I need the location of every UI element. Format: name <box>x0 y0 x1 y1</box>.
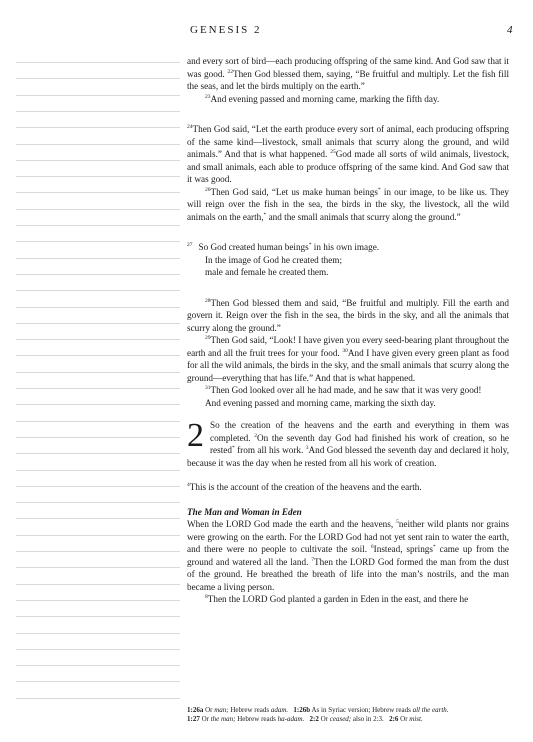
footnote-ref: 1:26b <box>293 706 311 714</box>
book-title: GENESIS 2 <box>190 24 262 36</box>
ruled-line <box>16 649 180 650</box>
footnote-marker: * <box>308 241 312 248</box>
ruled-line <box>16 290 180 291</box>
ruled-line <box>16 144 180 145</box>
verse-number: 26 <box>205 186 211 193</box>
verse-number: 5 <box>396 518 399 525</box>
page-header <box>0 0 533 40</box>
verse-number: 2 <box>254 432 257 439</box>
footnote-marker: * <box>432 543 436 550</box>
paragraph: So the creation of the heavens and the earth and everything in them was completed. $^2$On the seventh day God had finished his work of creation, so he rested* from all his work. $^3$And God blessed the seventh day and declared it holy, because it was the day when he rested from all his work of creation. <box>187 420 509 468</box>
ruled-line <box>16 437 180 438</box>
verse-number: 7 <box>311 556 315 563</box>
ruled-line <box>16 698 180 699</box>
footnotes <box>187 706 509 724</box>
section-heading: The Man and Woman in Eden <box>187 506 302 517</box>
paragraph: and every sort of bird—each producing offspring of the same kind. And God saw that it was good. $^{22}$Then God blessed them, saying, “Be fruitful and multiply. Let the fish fill the seas, and let the birds multiply on the earth.” <box>187 56 510 91</box>
verse-number: 29 <box>205 334 211 341</box>
poetry-line: $^{27}$ So God created human beings* in his own image. <box>187 241 380 252</box>
ruled-line <box>16 681 180 682</box>
verse-number: 4 <box>187 481 190 488</box>
ruled-line <box>16 192 180 193</box>
verse-number: 6 <box>370 543 374 550</box>
ruled-line <box>16 323 180 324</box>
footnote-marker: * <box>377 186 381 193</box>
paragraph: And evening passed and morning came, marking the sixth day. <box>205 397 436 408</box>
ruled-line <box>16 470 180 471</box>
paragraph: $^{28}$Then God blessed them and said, “Be fruitful and multiply. Fill the earth and govern it. Reign over the fish in the sea, the birds in the sky, and all the animals that scurry along the ground.” <box>187 297 509 333</box>
ruled-line <box>16 160 180 161</box>
ruled-line <box>16 355 180 356</box>
verse-number: 27 <box>187 241 193 248</box>
chapter-number: 2 <box>187 417 204 454</box>
chapter-block <box>187 419 509 469</box>
ruled-line <box>16 307 180 308</box>
ruled-line <box>16 339 180 340</box>
paragraph: $^{24}$Then God said, “Let the earth produce every sort of animal, each producing offspring of the same kind—livestock, small animals that scurry along the ground, and wild animals.” And that is what happened. $^{25}$God made all sorts of wild animals, livestock, and small animals, each able to produce offspring of the same kind. And God saw that it was good. <box>187 123 509 184</box>
poetry-line: In the image of God he created them; <box>205 254 342 265</box>
verse-number: 28 <box>205 297 211 304</box>
paragraph: $^8$Then the LORD God planted a garden in Eden in the east, and there he <box>205 593 469 604</box>
footnote-line: 1:27 Or the man; Hebrew reads ha-adam. 2:2 Or ceased; also in 2:3. 2:6 Or mist. <box>187 715 423 723</box>
verse-number: 8 <box>205 593 208 600</box>
ruled-line <box>16 633 180 634</box>
verse-number: 30 <box>342 347 348 354</box>
ruled-line <box>16 62 180 63</box>
footnote-line: 1:26a Or man; Hebrew reads adam. 1:26b As in Syriac version; Hebrew reads all the earth. <box>187 706 449 714</box>
paragraph: $^{26}$Then God said, “Let us make human beings* in our image, to be like us. They will reign over the fish in the sea, the birds in the sky, the livestock, all the wild animals on the earth,* and the small animals that scurry along the ground.” <box>187 186 509 222</box>
paragraph: $^4$This is the account of the creation of the heavens and the earth. <box>187 481 422 492</box>
ruled-line <box>16 600 180 601</box>
ruled-line <box>16 111 180 112</box>
paragraph: When the LORD God made the earth and the heavens, $^5$neither wild plants nor grains were growing on the earth. For the LORD God had not yet sent rain to water the earth, and there were no people to cultivate the soil. $^6$Instead, springs* came up from the ground and watered all the land. $^7$Then the LORD God formed the man from the dust of the ground. He breathed the breath of life into the man’s nostrils, and the man became a living person. <box>187 518 510 592</box>
ruled-line <box>16 274 180 275</box>
ruled-line <box>16 78 180 79</box>
ruled-line <box>16 388 180 389</box>
ruled-line <box>16 518 180 519</box>
verse-number: 23 <box>205 93 211 100</box>
scripture-text <box>187 55 509 606</box>
ruled-line <box>16 241 180 242</box>
verse-number: 25 <box>330 148 336 155</box>
poetry-line: male and female he created them. <box>205 267 329 277</box>
paragraph: $^{29}$Then God said, “Look! I have given you every seed-bearing plant throughout the earth and all the fruit trees for your food. $^{30}$And I have given every green plant as food for all the wild animals, the birds in the sky, and the small animals that scurry along the ground—everything that has life.” And that is what happened. <box>187 334 509 383</box>
ruled-line <box>16 258 180 259</box>
footnote-ref: 1:27 <box>187 715 200 723</box>
ruled-line <box>16 421 180 422</box>
footnote-ref: 2:6 <box>389 715 399 723</box>
ruled-line <box>16 502 180 503</box>
ruled-line <box>16 616 180 617</box>
paragraph: $^{23}$And evening passed and morning came, marking the fifth day. <box>205 93 440 104</box>
paragraph: $^{31}$Then God looked over all he had made, and he saw that it was very good! <box>205 384 482 395</box>
footnote-marker: * <box>231 444 235 451</box>
ruled-note-lines <box>16 62 180 742</box>
ruled-line <box>16 584 180 585</box>
footnote-ref: 1:26a <box>187 706 204 714</box>
ruled-line <box>16 404 180 405</box>
ruled-line <box>16 567 180 568</box>
ruled-line <box>16 372 180 373</box>
ruled-line <box>16 225 180 226</box>
footnote-ref: 2:2 <box>309 715 319 723</box>
verse-number: 22 <box>227 68 233 75</box>
ruled-line <box>16 209 180 210</box>
verse-number: 3 <box>305 444 309 451</box>
ruled-line <box>16 127 180 128</box>
footnote-marker: * <box>263 211 267 218</box>
ruled-line <box>16 453 180 454</box>
verse-number: 24 <box>187 123 193 130</box>
page-number: 4 <box>507 24 513 36</box>
ruled-line <box>16 486 180 487</box>
ruled-line <box>16 665 180 666</box>
ruled-line <box>16 176 180 177</box>
ruled-line <box>16 95 180 96</box>
ruled-line <box>16 535 180 536</box>
poetry-block <box>187 241 509 279</box>
verse-number: 31 <box>205 384 211 391</box>
ruled-line <box>16 551 180 552</box>
